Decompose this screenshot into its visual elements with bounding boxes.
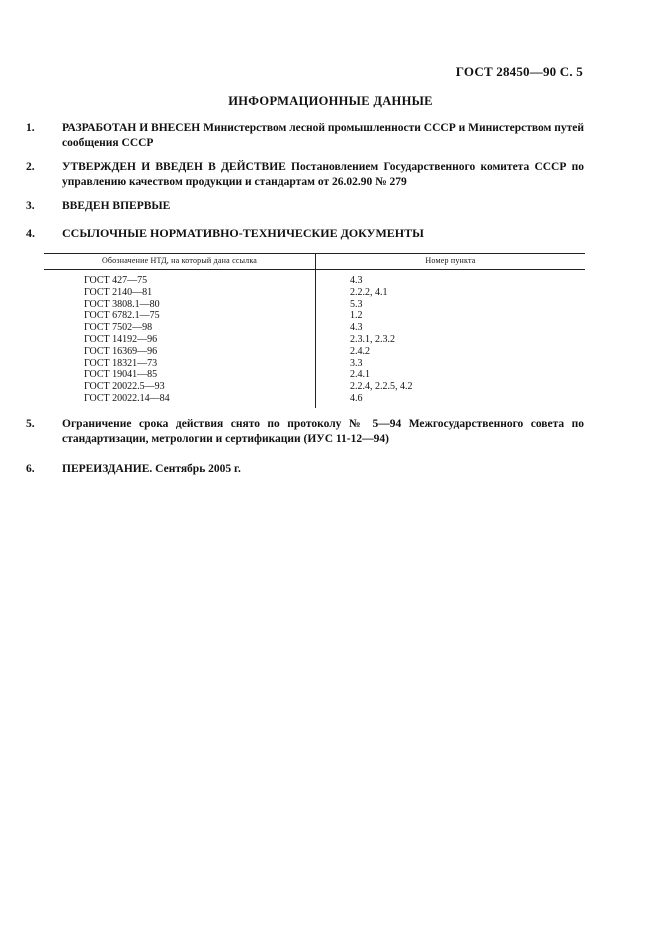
info-item-4 xyxy=(26,226,584,241)
table-header-document: Обозначение НТД, на который дана ссылка xyxy=(101,256,258,265)
table-column-documents xyxy=(84,275,170,405)
item-text: УТВЕРЖДЕН И ВВЕДЕН В ДЕЙСТВИЕ Постановлением Государственного комитета СССР по управлению качеством продукции и стандартам от 26.02.90 № 279 xyxy=(62,161,584,188)
item-text: ВВЕДЕН ВПЕРВЫЕ xyxy=(62,200,171,212)
table-cell-document: ГОСТ 19041—85 xyxy=(84,369,158,381)
table-cell-clause: 4.3 xyxy=(350,275,363,286)
item-number: 3. xyxy=(26,200,35,212)
item-number: 1. xyxy=(26,122,35,134)
table-header-clause: Номер пункта xyxy=(425,256,476,265)
item-text: ПЕРЕИЗДАНИЕ. Сентябрь 2005 г. xyxy=(62,463,241,475)
table-cell-clause: 4.6 xyxy=(350,392,363,404)
table-cell-document: ГОСТ 6782.1—75 xyxy=(84,310,160,322)
table-cell-clause: 2.4.2 xyxy=(350,345,370,357)
item-number: 5. xyxy=(26,418,35,430)
info-item-6 xyxy=(26,462,584,477)
item-number: 2. xyxy=(26,161,35,173)
table-cell-document: ГОСТ 18321—73 xyxy=(84,357,158,369)
item-number: 4. xyxy=(26,226,35,240)
reference-table xyxy=(44,253,585,408)
table-cell-clause: 2.2.4, 2.2.5, 4.2 xyxy=(350,381,413,393)
table-cell-document: ГОСТ 16369—96 xyxy=(84,345,158,357)
info-item-1 xyxy=(26,121,584,151)
document-title: ИНФОРМАЦИОННЫЕ ДАННЫЕ xyxy=(228,94,433,108)
table-cell-document: ГОСТ 2140—81 xyxy=(84,286,153,298)
table-cell-document: ГОСТ 427—75 xyxy=(84,275,148,286)
item-number: 6. xyxy=(26,463,35,475)
table-column-clauses xyxy=(350,275,413,405)
info-item-3 xyxy=(26,199,584,214)
item-text: РАЗРАБОТАН И ВНЕСЕН Министерством лесной промышленности СССР и Министерством путей сообщения СССР xyxy=(62,122,584,149)
table-cell-clause: 2.2.2, 4.1 xyxy=(350,286,388,298)
info-item-2 xyxy=(26,160,584,190)
table-cell-document: ГОСТ 20022.14—84 xyxy=(84,392,170,404)
item-text: ССЫЛОЧНЫЕ НОРМАТИВНО-ТЕХНИЧЕСКИЕ ДОКУМЕНТЫ xyxy=(62,226,424,240)
table-cell-clause: 1.2 xyxy=(350,310,363,322)
table-column-divider xyxy=(315,253,316,408)
table-cell-document: ГОСТ 3808.1—80 xyxy=(84,298,160,310)
table-cell-clause: 5.3 xyxy=(350,298,363,310)
table-cell-clause: 2.3.1, 2.3.2 xyxy=(350,333,395,345)
table-cell-document: ГОСТ 20022.5—93 xyxy=(84,381,165,393)
table-cell-clause: 4.3 xyxy=(350,322,363,334)
table-cell-clause: 3.3 xyxy=(350,357,363,369)
item-text: Ограничение срока действия снято по протоколу № 5—94 Межгосударственного совета по стандартизации, метрологии и сертификации (ИУС 11-12—94) xyxy=(62,418,584,445)
table-cell-document: ГОСТ 14192—96 xyxy=(84,333,158,345)
page-header: ГОСТ 28450—90 С. 5 xyxy=(455,64,583,79)
info-item-5 xyxy=(26,417,584,447)
table-cell-clause: 2.4.1 xyxy=(350,369,370,381)
table-cell-document: ГОСТ 7502—98 xyxy=(84,322,153,334)
